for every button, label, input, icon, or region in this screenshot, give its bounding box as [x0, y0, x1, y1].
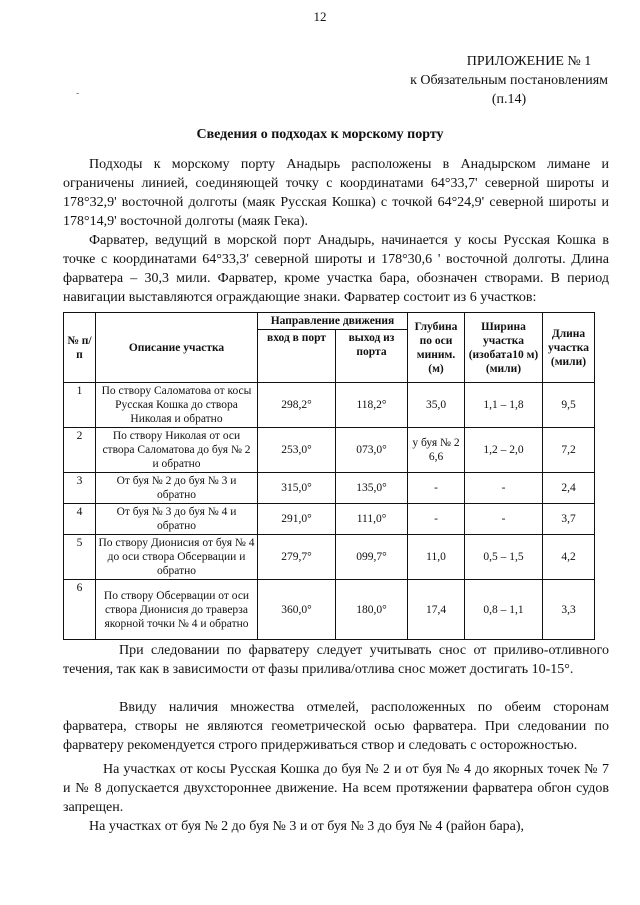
paragraph — [63, 760, 609, 817]
paragraph-text: Подходы к морскому порту Анадырь расположены в Анадырском лимане и ограничены линией, соединяющей точку с координатами 64°33,7' северной широты и 178°32,9' восточной долготы (маяк Русская Кошка) с точкой 64°24,9' северной широты и 178°14,9' восточной долготы (маяк Гека). — [63, 157, 609, 229]
cell-dir-in: 298,2° — [258, 383, 336, 428]
paragraph-text: При следовании по фарватеру следует учитывать снос от приливо-отливного течения, так как в зависимости от фазы прилива/отлива снос может достигать 10-15°. — [63, 643, 609, 677]
cell-length: 3,7 — [543, 504, 595, 535]
cell-dir-in: 291,0° — [258, 504, 336, 535]
cell-num: 1 — [64, 383, 96, 428]
cell-depth: 35,0 — [408, 383, 465, 428]
cell-dir-out: 180,0° — [336, 580, 408, 640]
cell-width: - — [465, 473, 543, 504]
header-length: Длина участка (мили) — [543, 313, 595, 383]
cell-dir-out: 073,0° — [336, 428, 408, 473]
cell-width: 1,2 – 2,0 — [465, 428, 543, 473]
cell-dir-out: 118,2° — [336, 383, 408, 428]
cell-description: По створу Саломатова от косы Русская Кошка до створа Николая и обратно — [96, 383, 258, 428]
cell-dir-in: 279,7° — [258, 535, 336, 580]
paragraph — [63, 698, 609, 755]
table-row — [64, 504, 595, 535]
header-width — [465, 313, 543, 383]
cell-width: 0,8 – 1,1 — [465, 580, 543, 640]
header-width-text: Ширина участка (изобата10 м) — [468, 320, 539, 361]
table-row — [64, 473, 595, 504]
cell-depth: - — [408, 504, 465, 535]
paragraph-text: Ввиду наличия множества отмелей, расположенных по обеим сторонам фарватера, створы не являются геометрической осью фарватера. При следовании по фарватеру рекомендуется строго придерживаться створ и следовать с осторожностью. — [63, 700, 609, 753]
table-row — [64, 535, 595, 580]
cell-width: - — [465, 504, 543, 535]
cell-depth: 17,4 — [408, 580, 465, 640]
paragraph — [63, 231, 609, 307]
header-dir-in: вход в порт — [258, 330, 336, 383]
header-num: № п/п — [64, 313, 96, 383]
cell-num: 6 — [64, 580, 96, 640]
header-description: Описание участка — [96, 313, 258, 383]
appendix-title: ПРИЛОЖЕНИЕ № 1 — [466, 54, 592, 69]
header-direction: Направление движения — [258, 313, 408, 330]
section-heading: Сведения о подходах к морскому порту — [196, 127, 444, 142]
paragraph — [63, 641, 609, 679]
cell-depth: у буя № 2 6,6 — [408, 428, 465, 473]
paragraph-text: На участках от буя № 2 до буя № 3 и от буя № 3 до буя № 4 (район бара), — [89, 819, 525, 834]
table-row — [64, 428, 595, 473]
header-width-unit: (мили) — [485, 362, 522, 375]
paragraph — [63, 817, 609, 836]
paragraph-text: Фарватер, ведущий в морской порт Анадырь, начинается у косы Русская Кошка в точке с координатами 64°33,3' северной широты и 178°30,6 ' восточной долготы. Длина фарватера – 30,3 мили. Фарватер, кроме участка бара, обозначен створами. В период навигации выставляются ограждающие знаки. Фарватер состоит из 6 участков: — [63, 233, 609, 305]
cell-dir-out: 099,7° — [336, 535, 408, 580]
header-depth: Глубина по оси миним. (м) — [408, 313, 465, 383]
cell-dir-out: 111,0° — [336, 504, 408, 535]
cell-description: По створу Обсервации от оси створа Дионисия до траверза якорной точки № 4 и обратно — [96, 580, 258, 640]
cell-width: 1,1 – 1,8 — [465, 383, 543, 428]
cell-dir-in: 360,0° — [258, 580, 336, 640]
cell-num: 4 — [64, 504, 96, 535]
cell-description: По створу Николая от оси створа Саломатова до буя № 2 и обратно — [96, 428, 258, 473]
table-row — [64, 580, 595, 640]
cell-num: 2 — [64, 428, 96, 473]
cell-description: По створу Дионисия от буя № 4 до оси створа Обсервации и обратно — [96, 535, 258, 580]
cell-num: 5 — [64, 535, 96, 580]
cell-depth: - — [408, 473, 465, 504]
cell-length: 2,4 — [543, 473, 595, 504]
cell-num: 3 — [64, 473, 96, 504]
fairway-table — [63, 312, 595, 640]
header-dir-out: выход из порта — [336, 330, 408, 383]
cell-length: 7,2 — [543, 428, 595, 473]
cell-length: 3,3 — [543, 580, 595, 640]
cell-width: 0,5 – 1,5 — [465, 535, 543, 580]
appendix-line: (п.14) — [491, 92, 527, 107]
cell-dir-in: 315,0° — [258, 473, 336, 504]
appendix-block — [410, 52, 608, 109]
cell-description: От буя № 2 до буя № 3 и обратно — [96, 473, 258, 504]
paragraph — [63, 155, 609, 231]
cell-dir-out: 135,0° — [336, 473, 408, 504]
cell-dir-in: 253,0° — [258, 428, 336, 473]
cell-description: От буя № 3 до буя № 4 и обратно — [96, 504, 258, 535]
table-row — [64, 383, 595, 428]
scan-mark: - — [76, 88, 80, 99]
cell-length: 9,5 — [543, 383, 595, 428]
page-number: 12 — [313, 9, 327, 24]
appendix-line: к Обязательным постановлениям — [410, 73, 608, 88]
cell-depth: 11,0 — [408, 535, 465, 580]
paragraph-text: На участках от косы Русская Кошка до буя № 2 и от буя № 4 до якорных точек № 7 и № 8 допускается двухстороннее движение. На всем протяжении фарватера обгон судов запрещен. — [63, 762, 609, 815]
cell-length: 4,2 — [543, 535, 595, 580]
